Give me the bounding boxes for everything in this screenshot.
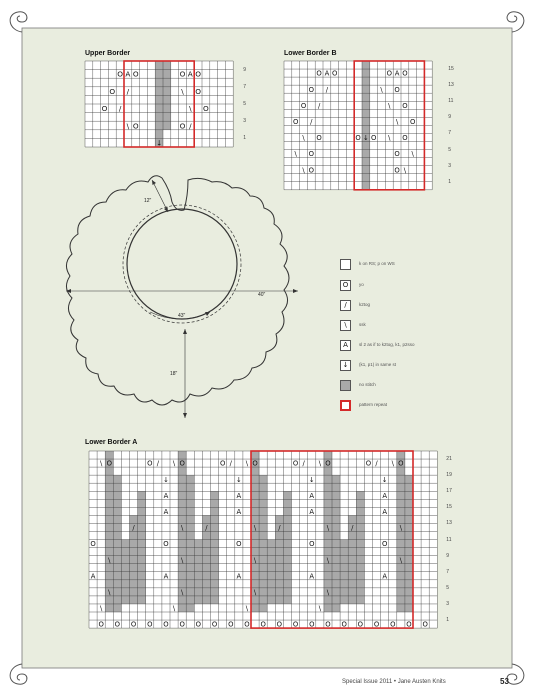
stitch-symbol: O (386, 69, 392, 78)
stitch-symbol: / (310, 117, 313, 126)
row-number: 5 (243, 101, 246, 107)
stitch-symbol: O (309, 620, 315, 629)
stitch-symbol: O (325, 459, 331, 468)
stitch-symbol: O (402, 134, 408, 143)
stitch-symbol: \ (108, 588, 111, 597)
row-number: 1 (243, 135, 246, 142)
stitch-symbol: O (163, 540, 169, 549)
stitch-symbol: A (236, 507, 242, 516)
stitch-symbol: O (260, 620, 266, 629)
stitch-symbol: O (106, 459, 112, 468)
stitch-symbol: \ (388, 134, 391, 143)
stitch-symbol: O (316, 134, 322, 143)
stitch-symbol: / (126, 86, 130, 96)
stitch-symbol: / (351, 524, 354, 533)
stitch-symbol: A (125, 69, 131, 79)
stitch-symbol: O (195, 620, 202, 629)
circumference-dimension-label: 43" (178, 313, 186, 319)
width-dimension-label: 40" (258, 292, 266, 298)
stitch-symbol: O (292, 620, 299, 629)
stitch-symbol: O (308, 150, 314, 159)
stitch-symbol: \ (99, 604, 103, 613)
stitch-symbol: \ (302, 166, 305, 175)
stitch-symbol: \ (180, 524, 184, 533)
stitch-symbol: ↓ (381, 475, 388, 484)
stitch-symbol: / (156, 459, 160, 468)
stitch-symbol: / (375, 459, 378, 468)
stitch-symbol: \ (399, 556, 403, 565)
arrow-down-icon: ↓ (340, 360, 351, 371)
lower-border-b-title: Lower Border B (284, 50, 337, 57)
stitch-symbol: O (132, 121, 139, 131)
row-number: 7 (448, 130, 451, 137)
stitch-symbol: \ (180, 588, 184, 597)
page-number: 53 (500, 677, 509, 686)
legend-label: (k1, p1) in same st (359, 362, 397, 367)
stitch-symbol: O (422, 620, 428, 629)
stitch-symbol: / (229, 459, 232, 468)
stitch-symbol: \ (172, 459, 176, 468)
stitch-symbol: O (365, 459, 372, 468)
row-number: 5 (448, 146, 451, 153)
stitch-symbol: A (187, 69, 193, 79)
stitch-symbol: O (309, 540, 315, 549)
stitch-symbol: / (132, 524, 135, 533)
stitch-symbol: O (410, 117, 416, 126)
stitch-symbol: O (147, 459, 153, 468)
stitch-symbol: A (236, 491, 242, 500)
stitch-symbol: O (402, 101, 408, 110)
stitch-symbol: \ (399, 524, 403, 533)
row-number: 11 (448, 98, 454, 105)
stitch-symbol: \ (326, 556, 330, 565)
stitch-symbol: O (371, 134, 377, 143)
legend-label: pattern repeat (359, 402, 388, 407)
stitch-symbol: O (292, 459, 299, 468)
stitch-symbol: A (163, 572, 169, 581)
stitch-symbol: O (394, 150, 400, 159)
stitch-symbol: / (278, 524, 281, 533)
row-number: 1 (448, 178, 451, 185)
stitch-symbol: O (211, 620, 218, 629)
stitch-symbol: A (236, 572, 242, 581)
stitch-symbol: O (381, 540, 388, 549)
legend-label: no stitch (359, 382, 376, 387)
stitch-symbol: ↓ (156, 138, 163, 148)
legend-label: sl 2 as if to k2tog, k1, p2sso (359, 342, 415, 347)
stitch-symbol: \ (391, 459, 394, 468)
stitch-symbol: O (98, 620, 104, 629)
stitch-symbol: A (90, 572, 96, 581)
stitch-symbol: O (341, 620, 347, 629)
stitch-symbol: O (179, 620, 185, 629)
stitch-symbol: ↓ (308, 475, 315, 484)
row-number: 15 (448, 66, 454, 73)
stitch-symbol: O (228, 620, 234, 629)
stitch-symbol: \ (253, 524, 257, 533)
opening-dimension-label: 12" (144, 198, 152, 204)
stitch-symbol: / (118, 104, 122, 114)
row-number: 15 (446, 504, 452, 511)
stitch-symbol: \ (189, 104, 192, 114)
stitch-symbol: O (101, 104, 108, 114)
stitch-symbol: O (293, 117, 299, 126)
stitch-symbol: O (390, 620, 396, 629)
legend-label: ssk (359, 322, 366, 327)
stitch-symbol: O (147, 620, 153, 629)
stitch-symbol: \ (318, 604, 322, 613)
stitch-symbol: \ (253, 588, 257, 597)
stitch-symbol: O (394, 85, 400, 94)
stitch-symbol: O (203, 104, 209, 114)
stitch-symbol: \ (380, 85, 383, 94)
stitch-symbol: \ (326, 524, 330, 533)
stitch-symbol: \ (181, 86, 184, 96)
row-number: 3 (243, 118, 246, 125)
stitch-symbol: A (309, 572, 315, 581)
stitch-symbol: \ (108, 556, 111, 565)
stitch-symbol: / (302, 459, 305, 468)
k2tog-icon: / (340, 300, 351, 311)
stitch-symbol: A (394, 69, 400, 78)
sl2-k1-p2sso-icon: A (340, 340, 351, 351)
stitch-symbol: O (90, 540, 96, 549)
stitch-symbol: O (179, 121, 186, 131)
row-number: 9 (448, 114, 451, 121)
stitch-symbol: O (236, 540, 242, 549)
stitch-symbol: \ (99, 459, 103, 468)
stitch-symbol: O (300, 101, 307, 110)
stitch-symbol: O (394, 166, 400, 175)
row-number: 11 (446, 536, 452, 543)
stitch-symbol: O (109, 86, 116, 96)
stitch-symbol: O (398, 459, 404, 468)
stitch-symbol: \ (411, 150, 414, 159)
depth-dimension-label: 18" (170, 371, 178, 377)
row-number: 5 (446, 584, 450, 591)
row-number: 19 (446, 472, 452, 479)
stitch-symbol: A (382, 491, 387, 500)
stitch-symbol: O (163, 620, 169, 629)
stitch-symbol: \ (302, 134, 305, 143)
stitch-symbol: O (308, 166, 314, 175)
red-box-icon (340, 400, 351, 411)
stitch-symbol: O (357, 620, 364, 629)
stitch-symbol: O (276, 620, 283, 629)
legend-label: yo (359, 282, 364, 287)
row-number: 7 (446, 568, 450, 575)
stitch-symbol: O (355, 134, 361, 143)
stitch-symbol: \ (318, 459, 322, 468)
stitch-symbol: O (179, 69, 186, 79)
stitch-symbol: A (382, 572, 387, 581)
stitch-symbol: O (325, 620, 331, 629)
stitch-symbol: \ (294, 150, 297, 159)
stitch-symbol: ↓ (235, 475, 242, 484)
row-number: 1 (446, 617, 450, 624)
row-number: 3 (448, 162, 451, 169)
row-number: 17 (446, 488, 452, 495)
stitch-symbol: O (132, 69, 139, 79)
stitch-symbol: / (317, 101, 321, 110)
stitch-symbol: \ (245, 604, 249, 613)
neck-stitch-line (123, 205, 241, 323)
row-number: 3 (446, 600, 450, 607)
yarn-over-icon: O (340, 280, 351, 291)
legend-label: k2tog (359, 302, 371, 307)
stitch-symbol: ↓ (363, 134, 369, 143)
stitch-symbol: A (309, 491, 315, 500)
stitch-symbol: O (195, 69, 201, 79)
stitch-symbol: \ (403, 166, 407, 175)
stitch-symbol: \ (326, 588, 330, 597)
grey-square-icon (340, 380, 351, 391)
ssk-icon: \ (340, 320, 351, 331)
scalloped-outline (66, 176, 289, 405)
stitch-symbol: O (219, 459, 226, 468)
stitch-symbol: O (406, 620, 412, 629)
stitch-symbol: O (244, 620, 250, 629)
stitch-symbol: O (316, 69, 322, 78)
legend-label: k on RS; p on WS (359, 261, 395, 266)
stitch-symbol: O (130, 620, 137, 629)
neck-opening (127, 209, 237, 319)
stitch-symbol: O (402, 69, 408, 78)
stitch-symbol: O (195, 86, 201, 96)
stitch-symbol: \ (245, 459, 249, 468)
stitch-symbol: O (252, 459, 258, 468)
upper-border-title: Upper Border (85, 50, 131, 57)
row-number: 7 (243, 83, 246, 90)
stitch-symbol: O (114, 620, 121, 629)
stitch-symbol: O (373, 620, 380, 629)
stitch-symbol: \ (395, 117, 399, 126)
blank-square-icon (340, 259, 351, 270)
stitch-symbol: ↓ (163, 475, 169, 484)
stitch-symbol: / (189, 121, 192, 131)
row-number: 21 (446, 456, 452, 463)
row-number: 9 (243, 66, 246, 73)
stitch-symbol: O (179, 459, 185, 468)
stitch-symbol: O (117, 69, 123, 79)
row-number: 13 (446, 520, 452, 527)
row-number: 13 (448, 82, 454, 89)
stitch-symbol: / (205, 524, 208, 533)
stitch-symbol: \ (253, 556, 257, 565)
stitch-symbol: \ (388, 101, 391, 110)
stitch-symbol: O (308, 85, 314, 94)
row-number: 9 (446, 552, 450, 559)
stitch-symbol: A (382, 507, 387, 516)
stitch-symbol: / (325, 85, 329, 94)
stitch-symbol: A (324, 69, 330, 78)
stitch-symbol: \ (126, 121, 130, 131)
stitch-symbol: A (163, 491, 169, 500)
stitch-symbol: A (309, 507, 315, 516)
stitch-symbol: \ (180, 556, 184, 565)
stitch-symbol: O (332, 69, 338, 78)
stitch-symbol: A (163, 507, 169, 516)
footer-publication: Special Issue 2011 • Jane Austen Knits (342, 679, 446, 685)
stitch-symbol: \ (172, 604, 176, 613)
lower-border-a-title: Lower Border A (85, 439, 138, 446)
